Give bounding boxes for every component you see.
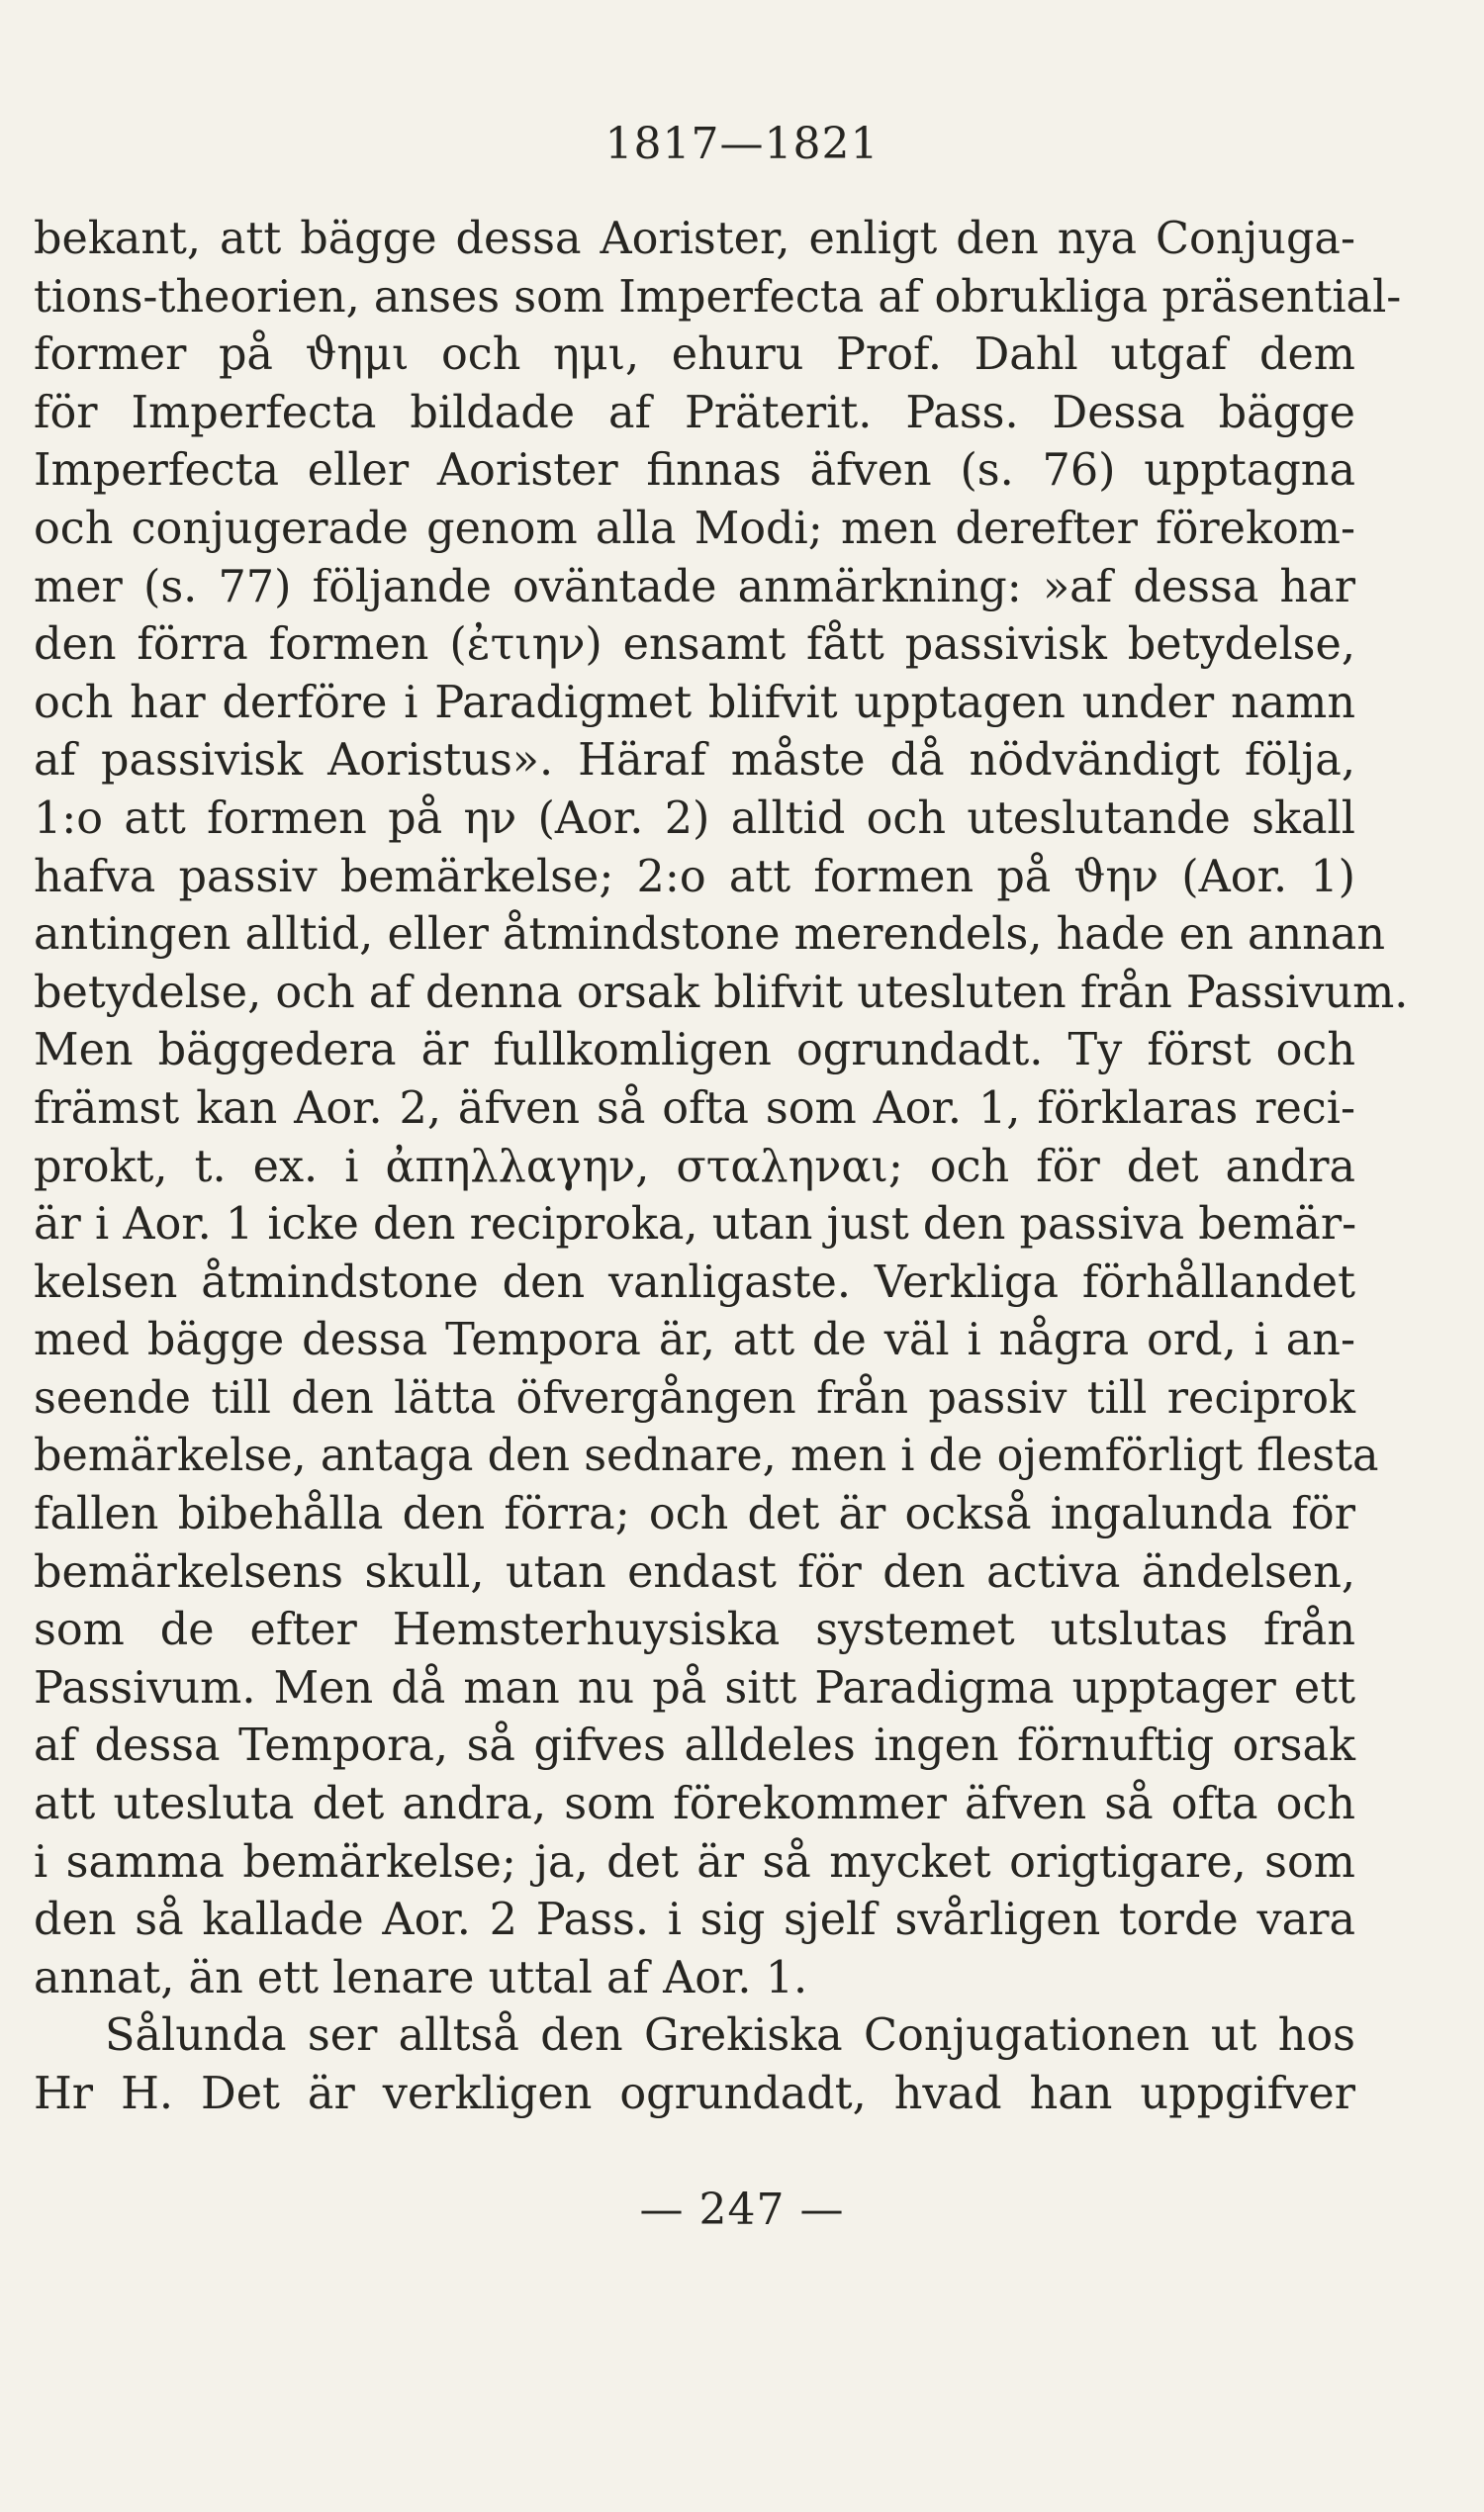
text-line: och conjugerade genom alla Modi; men derefter förekom- [34, 503, 1355, 554]
text-line: prokt, t. ex. i ἀπηλλαγην, σταληναι; och för det andra [34, 1141, 1355, 1192]
text-line: former på ϑημι och ημι, ehuru Prof. Dahl utgaf dem [34, 329, 1355, 381]
text-line: främst kan Aor. 2, äfven så ofta som Aor. 1, förklaras reci- [34, 1082, 1355, 1134]
text-line: mer (s. 77) följande oväntade anmärkning: »af dessa har [34, 561, 1355, 612]
page-number: — 247 — [639, 2185, 845, 2235]
text-line: med bägge dessa Tempora är, att de väl i några ord, i an- [34, 1315, 1355, 1366]
running-head: 1817—1821 [604, 119, 880, 169]
text-line: Hr H. Det är verkligen ogrundadt, hvad han uppgifver [34, 2069, 1355, 2119]
text-line: bemärkelse, antaga den sednare, men i de ojemförligt flesta [34, 1431, 1379, 1482]
text-line: i samma bemärkelse; ja, det är så mycket origtigare, som [34, 1836, 1355, 1888]
text-line: är i Aor. 1 icke den reciproka, utan just den passiva bemär- [34, 1199, 1357, 1251]
text-line: tions-theorien, anses som Imperfecta af obrukliga präsential- [34, 271, 1402, 323]
text-line: att utesluta det andra, som förekommer äfven så ofta och [34, 1779, 1355, 1830]
text-line: fallen bibehålla den förra; och det är också ingalunda för [34, 1489, 1355, 1540]
text-line: och har derföre i Paradigmet blifvit upptagen under namn [34, 677, 1355, 728]
text-line: den förra formen (ἐτιην) ensamt fått passivisk betydelse, [34, 619, 1355, 671]
text-line: bemärkelsens skull, utan endast för den activa ändelsen, [34, 1546, 1355, 1598]
text-line: hafva passiv bemärkelse; 2:o att formen på ϑην (Aor. 1) [34, 851, 1355, 902]
text-line: den så kallade Aor. 2 Pass. i sig sjelf svårligen torde vara [34, 1895, 1355, 1946]
text-line: bekant, att bägge dessa Aorister, enligt den nya Conjuga- [34, 214, 1355, 264]
text-line: Sålunda ser alltså den Grekiska Conjugationen ut hos [105, 2010, 1355, 2062]
text-line: Imperfecta eller Aorister finnas äfven (s. 76) upptagna [34, 445, 1355, 497]
text-line: antingen alltid, eller åtmindstone merendels, hade en annan [34, 909, 1385, 961]
text-line: Passivum. Men då man nu på sitt Paradigma upptager ett [34, 1662, 1355, 1714]
text-line: som de efter Hemsterhuysiska systemet utslutas från [34, 1605, 1355, 1656]
body-text [34, 211, 1409, 2124]
text-line: Men bäggedera är fullkomligen ogrundadt. Ty först och [34, 1025, 1355, 1076]
text-line: betydelse, och af denna orsak blifvit utesluten från Passivum. [34, 967, 1409, 1018]
text-line: 1:o att formen på ην (Aor. 2) alltid och uteslutande skall [34, 792, 1355, 844]
text-line: seende till den lätta öfvergången från passiv till reciprok [34, 1372, 1355, 1424]
text-line: annat, än ett lenare uttal af Aor. 1. [34, 1952, 808, 2003]
text-line: för Imperfecta bildade af Präterit. Pass. Dessa bägge [34, 387, 1355, 438]
text-line: kelsen åtmindstone den vanligaste. Verkliga förhållandet [34, 1256, 1355, 1308]
text-line: af dessa Tempora, så gifves alldeles ingen förnuftig orsak [34, 1721, 1355, 1772]
text-line: af passivisk Aoristus». Häraf måste då nödvändigt följa, [34, 735, 1355, 787]
